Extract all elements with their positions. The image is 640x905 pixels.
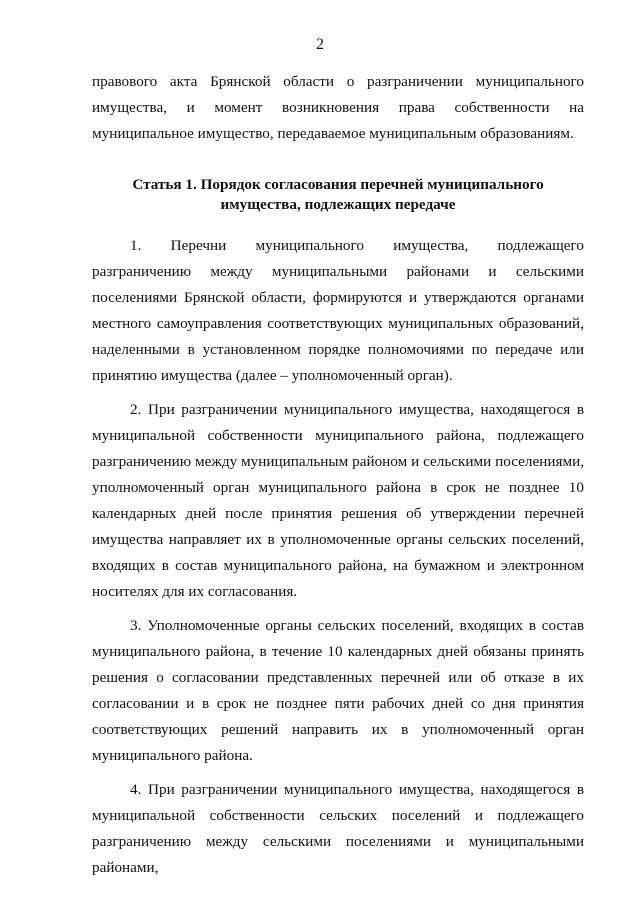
article-paragraph-1: 1. Перечни муниципального имущества, подлежащего разграничению между муниципальными районами и сельскими поселениями Брянской области, формируются и утверждаются органами местного самоуправления соответствующих муниципальных образований, наделенными в установленном порядке полномочиями по передаче или принятию имущества (далее – уполномоченный орган). (92, 237, 584, 384)
article-paragraph-2: 2. При разграничении муниципального имущества, находящегося в муниципальной собственности муниципального района, подлежащего разграничению между муниципальным районом и сельскими поселениями, уполномоченный орган муниципального района в срок не позднее 10 календарных дней после принятия решения об утверждении перечней имущества направляет их в уполномоченные органы сельских поселений, входящих в состав муниципального района, на бумажном и электронном носителях для их согласования. (92, 401, 584, 600)
article-body (92, 233, 584, 881)
article-paragraph-3: 3. Уполномоченные органы сельских поселений, входящих в состав муниципального района, в течение 10 календарных дней обязаны принять решения о согласовании представленных перечней или об отказе в их согласовании и в срок не позднее пяти рабочих дней со дня принятия соответствующих решений направить их в уполномоченный орган муниципального района. (92, 617, 584, 764)
article-heading (92, 175, 584, 215)
article-heading-line-1: Статья 1. Порядок согласования перечней муниципального (132, 176, 544, 193)
article-heading-line-2: имущества, подлежащих передаче (220, 196, 456, 213)
continuation-paragraph: правового акта Брянской области о разграничении муниципального имущества, и момент возникновения права собственности на муниципальное имущество, передаваемое муниципальным образованиям. (92, 73, 584, 142)
article-paragraph-4: 4. При разграничении муниципального имущества, находящегося в муниципальной собственности сельских поселений и подлежащего разграничению между сельскими поселениями и муниципальными районами, (92, 781, 584, 876)
page-number: 2 (316, 36, 324, 53)
continuation-block (92, 69, 584, 147)
